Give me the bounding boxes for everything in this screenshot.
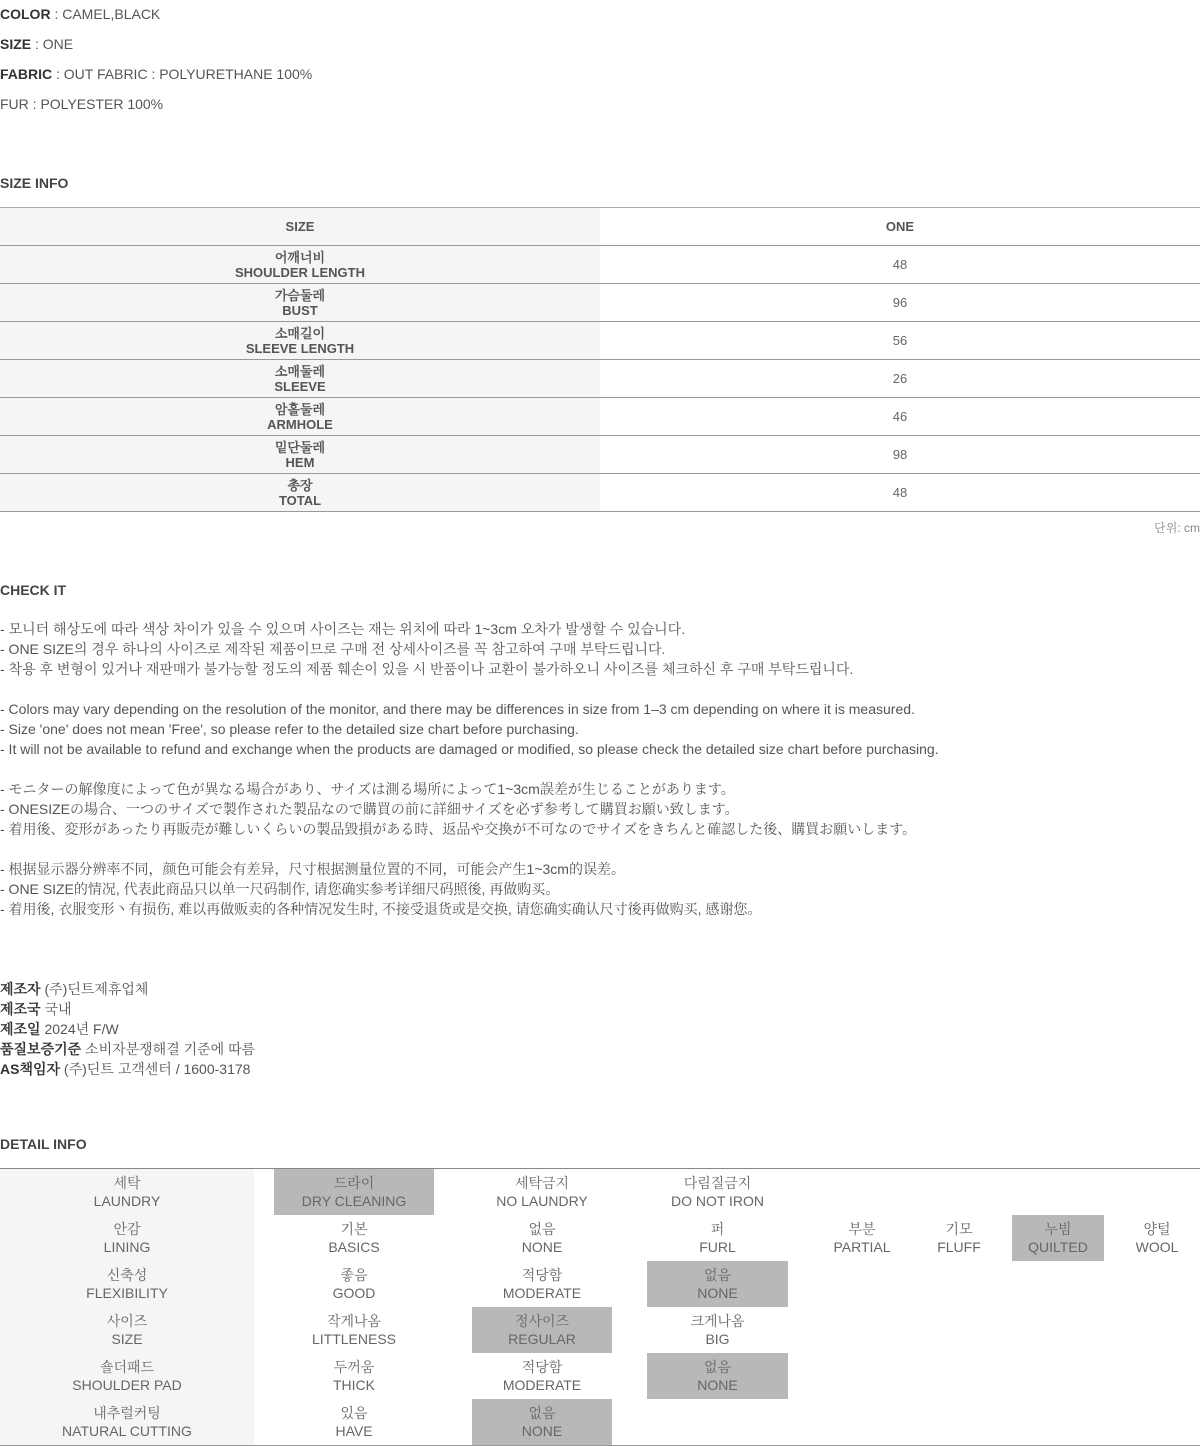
detail-option-ko: 적당함	[521, 1359, 563, 1375]
maker-label: 제조일	[0, 1021, 41, 1037]
detail-option-ko: 기모	[945, 1221, 973, 1237]
size-row-label	[0, 284, 600, 321]
maker-line	[0, 1041, 255, 1061]
detail-option-en: REGULAR	[508, 1331, 576, 1347]
detail-option	[647, 1169, 788, 1215]
detail-option	[918, 1215, 1000, 1261]
detail-option	[472, 1261, 612, 1307]
detail-option-ko: 세탁금지	[514, 1175, 570, 1191]
check-it-line: - ONE SIZE의 경우 하나의 사이즈로 제작된 제품이므로 구매 전 상세사이즈를 꼭 참고하여 구매 부탁드립니다.	[0, 641, 666, 657]
detail-option-selected	[274, 1169, 434, 1215]
maker-value: 2024년 F/W	[40, 1021, 119, 1037]
detail-option	[1114, 1215, 1200, 1261]
spec-color	[0, 6, 160, 22]
spec-value: : ONE	[31, 36, 74, 52]
detail-option-en: GOOD	[332, 1285, 376, 1301]
size-table-row	[0, 398, 1200, 436]
detail-option-ko: 퍼	[710, 1221, 725, 1237]
detail-label-en: SHOULDER PAD	[72, 1377, 182, 1393]
detail-option-en: FURL	[699, 1239, 736, 1255]
spec-label: FABRIC	[0, 66, 53, 82]
detail-label-ko: 세탁	[113, 1175, 141, 1191]
check-it-line: - 모니터 해상도에 따라 색상 차이가 있을 수 있으며 사이즈는 재는 위치에 따라 1~3cm 오차가 발생할 수 있습니다.	[0, 621, 686, 637]
detail-table	[0, 1168, 1200, 1446]
detail-label-en: NATURAL CUTTING	[62, 1423, 192, 1439]
size-row-label-ko: 소매길이	[274, 325, 326, 341]
check-it-line: - Size 'one' does not mean 'Free', so please refer to the detailed size chart before purchasing.	[0, 721, 579, 737]
maker-value: 소비자분쟁해결 기준에 따름	[81, 1041, 256, 1057]
detail-option-en: NONE	[521, 1423, 563, 1439]
detail-option-selected	[472, 1307, 612, 1353]
size-row-value: 48	[892, 257, 908, 272]
size-row-value: 96	[892, 295, 908, 310]
size-row-label-ko: 가슴둘레	[274, 287, 326, 303]
size-table-row	[0, 284, 1200, 322]
detail-option-ko: 크게나옴	[690, 1313, 745, 1329]
detail-option-ko: 다림질금지	[683, 1175, 752, 1191]
detail-option-selected	[472, 1399, 612, 1445]
detail-option-ko: 두꺼움	[333, 1359, 375, 1375]
detail-label-en: FLEXIBILITY	[86, 1285, 168, 1301]
size-row-label-ko: 밑단둘레	[274, 439, 326, 455]
maker-label: 품질보증기준	[0, 1041, 82, 1057]
detail-option-ko: 없음	[528, 1221, 556, 1237]
detail-label-en: SIZE	[111, 1331, 143, 1347]
spec-fabric	[0, 66, 312, 82]
notes-gap	[0, 841, 939, 861]
detail-option-en: WOOL	[1135, 1239, 1179, 1255]
detail-option-en: MODERATE	[502, 1285, 582, 1301]
detail-label-en: LINING	[103, 1239, 151, 1255]
detail-option-en: THICK	[333, 1377, 375, 1393]
detail-label-ko: 신축성	[106, 1267, 148, 1283]
check-it-line: - 착용 후 변형이 있거나 재판매가 불가능할 정도의 제품 훼손이 있을 시 반품이나 교환이 불가하오니 사이즈를 체크하신 후 구매 부탁드립니다.	[0, 661, 854, 677]
size-row-value: 26	[892, 371, 908, 386]
size-table-row	[0, 322, 1200, 360]
check-it-line: - 着用後、変形があったり再販売が難しいくらいの製品毀損がある時、返品や交換が不可なのでサイズをきちんと確認した後、購買お願いします。	[0, 821, 917, 837]
maker-value: (주)딘트 고객센터 / 1600-3178	[60, 1061, 251, 1077]
size-row-label	[0, 436, 600, 473]
size-table	[0, 207, 1200, 512]
detail-option-en: NONE	[521, 1239, 563, 1255]
size-row-label-en: SHOULDER LENGTH	[235, 264, 365, 280]
size-row-label	[0, 474, 600, 511]
maker-value: (주)딘트제휴업체	[40, 981, 149, 997]
detail-option-en: BASICS	[328, 1239, 380, 1255]
spec-fur	[0, 96, 163, 112]
size-row-label	[0, 360, 600, 397]
detail-option	[472, 1353, 612, 1399]
detail-option-ko: 없음	[528, 1405, 556, 1421]
check-it-line: - 着用後, 衣服变形丶有损伤, 难以再做贩卖的各种情况发生时, 不接受退货或是交换, 请您确实确认尺寸後再做购买, 感谢您。	[0, 901, 762, 917]
detail-option	[472, 1215, 612, 1261]
size-table-row	[0, 360, 1200, 398]
detail-option-en: HAVE	[335, 1423, 373, 1439]
detail-info-title: DETAIL INFO	[0, 1136, 87, 1152]
detail-row-label	[0, 1399, 254, 1445]
maker-line	[0, 1061, 255, 1081]
detail-option-ko: 드라이	[333, 1175, 375, 1191]
check-it-line: - 根据显示器分辨率不同，颜色可能会有差异，尺寸根据测量位置的不同，可能会产生1~3cm的误差。	[0, 861, 625, 877]
size-header-value: ONE	[885, 219, 915, 234]
check-it-notes	[0, 621, 939, 921]
detail-option-en: QUILTED	[1028, 1239, 1088, 1255]
detail-label-ko: 사이즈	[106, 1313, 148, 1329]
spec-value: : CAMEL,BLACK	[50, 6, 161, 22]
size-table-row	[0, 246, 1200, 284]
detail-label-en: LAUNDRY	[93, 1193, 161, 1209]
check-it-line: - ONESIZEの場合、一つのサイズで製作された製品なので購買の前に詳細サイズを必ず参考して購買お願い致します。	[0, 801, 739, 817]
size-row-label	[0, 246, 600, 283]
maker-line	[0, 981, 255, 1001]
detail-option	[274, 1261, 434, 1307]
detail-option-en: NONE	[697, 1377, 738, 1393]
detail-option-ko: 작게나옴	[326, 1313, 382, 1329]
detail-option	[274, 1307, 434, 1353]
detail-label-ko: 내추럴커팅	[93, 1405, 161, 1421]
detail-label-ko: 숄더패드	[99, 1359, 155, 1375]
size-row-label-en: TOTAL	[278, 492, 322, 508]
notes-gap	[0, 761, 939, 781]
detail-row-label	[0, 1261, 254, 1307]
spec-label: COLOR	[0, 6, 51, 22]
size-row-value: 48	[892, 485, 908, 500]
maker-value: 국내	[40, 1001, 72, 1017]
detail-option	[274, 1353, 434, 1399]
detail-option-en: NONE	[697, 1285, 738, 1301]
detail-option-en: BIG	[705, 1331, 730, 1347]
detail-option-ko: 기본	[340, 1221, 368, 1237]
detail-option	[274, 1215, 434, 1261]
detail-option	[647, 1215, 788, 1261]
size-row-label-en: ARMHOLE	[267, 416, 333, 432]
size-row-value: 98	[892, 447, 908, 462]
detail-option-selected	[647, 1261, 788, 1307]
size-table-header	[0, 208, 1200, 246]
detail-option-en: DO NOT IRON	[670, 1193, 765, 1209]
detail-option-selected	[647, 1353, 788, 1399]
detail-option-ko: 부분	[848, 1221, 876, 1237]
size-header-label: SIZE	[0, 208, 600, 245]
size-info-title: SIZE INFO	[0, 175, 69, 191]
size-row-value: 46	[892, 409, 908, 424]
detail-option-en: MODERATE	[502, 1377, 582, 1393]
size-table-row	[0, 436, 1200, 474]
spec-value: : OUT FABRIC : POLYURETHANE 100%	[52, 66, 313, 82]
detail-option-ko: 없음	[703, 1359, 732, 1375]
detail-row-label	[0, 1169, 254, 1215]
detail-option-ko: 좋음	[340, 1267, 368, 1283]
size-row-value: 56	[892, 333, 908, 348]
size-row-label	[0, 398, 600, 435]
size-row-label-ko: 어깨너비	[274, 249, 326, 265]
detail-option-en: LITTLENESS	[311, 1331, 397, 1347]
detail-option-en: NO LAUNDRY	[496, 1193, 588, 1209]
detail-option-ko: 정사이즈	[514, 1313, 570, 1329]
notes-gap	[0, 681, 939, 701]
size-row-label-en: HEM	[285, 454, 315, 470]
spec-label: SIZE	[0, 36, 32, 52]
detail-option-en: DRY CLEANING	[301, 1193, 407, 1209]
size-unit: 단위: cm	[1154, 521, 1200, 535]
maker-line	[0, 1001, 255, 1021]
size-row-label-ko: 총장	[287, 477, 313, 493]
maker-label: 제조자	[0, 981, 41, 997]
detail-option-en: FLUFF	[937, 1239, 981, 1255]
spec-size	[0, 36, 73, 52]
detail-option-ko: 없음	[703, 1267, 732, 1283]
detail-option-ko: 양털	[1143, 1221, 1171, 1237]
maker-line	[0, 1021, 255, 1041]
size-row-label-en: SLEEVE	[274, 378, 326, 394]
detail-option-en: PARTIAL	[833, 1239, 891, 1255]
detail-option-ko: 있음	[340, 1405, 368, 1421]
check-it-line: - ONE SIZE的情况, 代表此商品只以单一尺码制作, 请您确实参考详细尺码照後, 再做购买。	[0, 881, 560, 897]
check-it-title: CHECK IT	[0, 582, 67, 598]
maker-label: AS책임자	[0, 1061, 61, 1077]
size-row-label	[0, 322, 600, 359]
maker-label: 제조국	[0, 1001, 41, 1017]
detail-option	[822, 1215, 902, 1261]
size-row-label-en: BUST	[282, 302, 318, 318]
maker-info	[0, 981, 255, 1081]
detail-option-ko: 적당함	[521, 1267, 563, 1283]
size-row-label-en: SLEEVE LENGTH	[245, 340, 355, 356]
size-table-row	[0, 474, 1200, 512]
check-it-line: - モニターの解像度によって色が異なる場合があり、サイズは測る場所によって1~3cm誤差が生じることがあります。	[0, 781, 735, 797]
detail-row-label	[0, 1307, 254, 1353]
size-row-label-ko: 암홀둘레	[274, 401, 326, 417]
detail-option-selected	[1012, 1215, 1104, 1261]
detail-option	[274, 1399, 434, 1445]
size-row-label-ko: 소매둘레	[274, 363, 326, 379]
detail-row-label	[0, 1353, 254, 1399]
detail-option-ko: 누빔	[1044, 1221, 1072, 1237]
detail-row-label	[0, 1215, 254, 1261]
detail-label-ko: 안감	[113, 1221, 141, 1237]
spec-value: FUR : POLYESTER 100%	[0, 96, 164, 112]
check-it-line: - Colors may vary depending on the resolution of the monitor, and there may be differences in size from 1–3 cm depending on where it is measured.	[0, 701, 915, 717]
detail-option	[647, 1307, 788, 1353]
check-it-line: - It will not be available to refund and exchange when the products are damaged or modified, so please check the detailed size chart before purchasing.	[0, 741, 939, 757]
detail-option	[472, 1169, 612, 1215]
